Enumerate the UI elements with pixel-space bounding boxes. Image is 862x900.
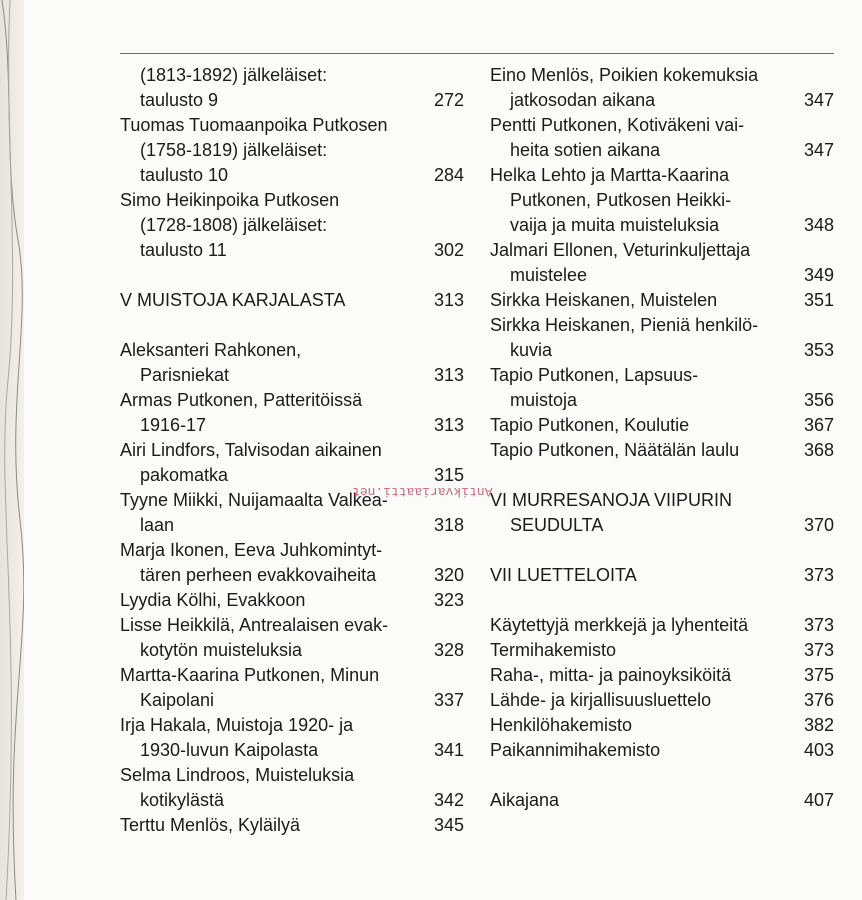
- toc-entry-title: pakomatka: [140, 465, 229, 485]
- toc-entry-line: [120, 713, 464, 738]
- toc-page-number: 373: [803, 565, 834, 585]
- map-scan-edge: [0, 0, 24, 900]
- toc-entry-title: 1916-17: [140, 415, 207, 435]
- toc-entry-line: [490, 313, 834, 338]
- toc-group: [490, 563, 834, 588]
- toc-entry-line: [120, 188, 464, 213]
- toc-entry: [490, 713, 834, 738]
- toc-group: [490, 488, 834, 538]
- toc-entry-title: (1758-1819) jälkeläiset:: [140, 140, 328, 160]
- toc-entry-title: Simo Heikinpoika Putkosen: [120, 190, 340, 210]
- toc-entry-line: [490, 163, 834, 188]
- toc-entry-title: kuvia: [510, 340, 553, 360]
- toc-entry-title: jatkosodan aikana: [510, 90, 656, 110]
- toc-entry-line: [490, 638, 834, 663]
- toc-entry-title: Aleksanteri Rahkonen,: [120, 340, 302, 360]
- toc-entry-title: Terttu Menlös, Kyläilyä: [120, 815, 301, 835]
- toc-entry-line: [120, 613, 464, 638]
- toc-entry-line: [490, 488, 834, 513]
- toc-entry-line: [490, 788, 834, 813]
- toc-page-number: 323: [433, 590, 464, 610]
- toc-entry-title: muistoja: [510, 390, 578, 410]
- toc-entry-title: Tapio Putkonen, Lapsuus-: [490, 365, 699, 385]
- toc-entry-line: [490, 338, 834, 363]
- toc-page-number: 407: [803, 790, 834, 810]
- toc-entry: [490, 113, 834, 163]
- toc-entry-line: [120, 538, 464, 563]
- toc-group: [120, 338, 464, 838]
- toc-page-number: 341: [433, 740, 464, 760]
- toc-entry: [490, 738, 834, 763]
- toc-page-number: 349: [803, 265, 834, 285]
- toc-entry: [120, 288, 464, 313]
- toc-column-left: [120, 63, 464, 863]
- toc-entry: [120, 63, 464, 113]
- toc-entry-title: Sirkka Heiskanen, Muistelen: [490, 290, 718, 310]
- toc-entry-line: [490, 88, 834, 113]
- toc-entry: [490, 163, 834, 238]
- toc-entry: [120, 388, 464, 438]
- toc-entry-line: [120, 388, 464, 413]
- toc-entry-title: kotikylästä: [140, 790, 225, 810]
- toc-page-number: 313: [433, 415, 464, 435]
- toc-entry-title: Lähde- ja kirjallisuusluettelo: [490, 690, 712, 710]
- toc-page-number: 376: [803, 690, 834, 710]
- toc-entry-title: Selma Lindroos, Muisteluksia: [120, 765, 355, 785]
- toc-entry: [120, 763, 464, 813]
- toc-page-number: 337: [433, 690, 464, 710]
- toc-entry: [120, 338, 464, 388]
- toc-entry-line: [490, 213, 834, 238]
- toc-entry: [490, 313, 834, 363]
- toc-entry-line: [120, 563, 464, 588]
- toc-entry: [490, 488, 834, 538]
- toc-entry: [490, 663, 834, 688]
- toc-page-number: 382: [803, 715, 834, 735]
- toc-page-number: 351: [803, 290, 834, 310]
- toc-page-number: 356: [803, 390, 834, 410]
- toc-entry-title: Parisniekat: [140, 365, 230, 385]
- toc-entry: [490, 413, 834, 438]
- toc-entry-title: Tyyne Miikki, Nuijamaalta Valkea-: [120, 490, 388, 510]
- toc-entry-title: Henkilöhakemisto: [490, 715, 633, 735]
- toc-page-number: 348: [803, 215, 834, 235]
- toc-entry-line: [490, 63, 834, 88]
- toc-entry-title: taulusto 10: [140, 165, 229, 185]
- toc-entry-line: [120, 238, 464, 263]
- toc-entry-line: [120, 513, 464, 538]
- toc-page-number: 373: [803, 615, 834, 635]
- toc-entry-title: Lyydia Kölhi, Evakkoon: [120, 590, 306, 610]
- toc-entry-title: Eino Menlös, Poikien kokemuksia: [490, 65, 759, 85]
- toc-entry-line: [120, 413, 464, 438]
- toc-page-number: 367: [803, 415, 834, 435]
- toc-entry-line: [120, 88, 464, 113]
- toc-entry-line: [120, 113, 464, 138]
- toc-entry: [490, 613, 834, 638]
- toc-entry-title: Lisse Heikkilä, Antrealaisen evak-: [120, 615, 389, 635]
- toc-page-number: 353: [803, 340, 834, 360]
- toc-entry-line: [120, 338, 464, 363]
- toc-entry-line: [490, 363, 834, 388]
- toc-entry-line: [490, 613, 834, 638]
- toc-entry-title: Helka Lehto ja Martta-Kaarina: [490, 165, 730, 185]
- toc-entry-title: Kaipolani: [140, 690, 215, 710]
- toc-entry-line: [490, 413, 834, 438]
- toc-entry: [120, 188, 464, 263]
- toc-entry-line: [120, 588, 464, 613]
- toc-entry-title: tären perheen evakkovaiheita: [140, 565, 377, 585]
- toc-entry-line: [490, 113, 834, 138]
- toc-entry-line: [120, 763, 464, 788]
- toc-entry: [120, 438, 464, 488]
- toc-entry-line: [490, 263, 834, 288]
- top-rule: [120, 53, 834, 54]
- toc-entry-line: [120, 813, 464, 838]
- toc-group: [120, 63, 464, 263]
- watermark: Antikvariaatti.net: [352, 484, 493, 499]
- toc-entry-title: Termihakemisto: [490, 640, 617, 660]
- toc-entry-title: heita sotien aikana: [510, 140, 661, 160]
- toc-entry-title: muistelee: [510, 265, 588, 285]
- toc-entry-line: [490, 563, 834, 588]
- toc-entry-line: [120, 688, 464, 713]
- toc-entry: [120, 588, 464, 613]
- toc-column-right: [490, 63, 834, 838]
- toc-entry-line: [120, 163, 464, 188]
- toc-entry: [490, 438, 834, 463]
- toc-entry-title: VI MURRESANOJA VIIPURIN: [490, 490, 733, 510]
- map-lines-decoration: [0, 0, 24, 900]
- toc-entry-title: Irja Hakala, Muistoja 1920- ja: [120, 715, 354, 735]
- toc-entry: [120, 813, 464, 838]
- toc-page-number: 313: [433, 365, 464, 385]
- toc-entry: [120, 538, 464, 588]
- toc-entry-line: [120, 663, 464, 688]
- toc-entry-line: [490, 188, 834, 213]
- toc-entry-title: Pentti Putkonen, Kotiväkeni vai-: [490, 115, 745, 135]
- toc-page-number: 315: [433, 465, 464, 485]
- toc-entry-title: (1728-1808) jälkeläiset:: [140, 215, 328, 235]
- toc-entry-line: [490, 238, 834, 263]
- toc-page-number: 342: [433, 790, 464, 810]
- toc-entry: [120, 713, 464, 763]
- toc-entry-line: [490, 288, 834, 313]
- toc-page-number: 328: [433, 640, 464, 660]
- toc-entry-title: Airi Lindfors, Talvisodan aikainen: [120, 440, 382, 460]
- toc-entry-title: Putkonen, Putkosen Heikki-: [510, 190, 732, 210]
- toc-entry: [490, 788, 834, 813]
- toc-entry-title: taulusto 11: [140, 240, 227, 260]
- toc-page-number: 272: [433, 90, 464, 110]
- toc-page-number: 347: [803, 140, 834, 160]
- toc-entry-title: V MUISTOJA KARJALASTA: [120, 290, 346, 310]
- toc-page-number: 313: [433, 290, 464, 310]
- toc-entry-title: Marja Ikonen, Eeva Juhkomintyt-: [120, 540, 383, 560]
- toc-page-number: 347: [803, 90, 834, 110]
- toc-entry-line: [120, 138, 464, 163]
- toc-entry-title: Tuomas Tuomaanpoika Putkosen: [120, 115, 388, 135]
- toc-page-number: 345: [433, 815, 464, 835]
- toc-page-number: 302: [433, 240, 464, 260]
- toc-entry-title: 1930-luvun Kaipolasta: [140, 740, 319, 760]
- toc-entry-title: Sirkka Heiskanen, Pieniä henkilö-: [490, 315, 759, 335]
- toc-entry: [490, 638, 834, 663]
- toc-group: [490, 788, 834, 813]
- toc-entry: [490, 363, 834, 413]
- toc-entry-line: [490, 438, 834, 463]
- toc-entry-title: Tapio Putkonen, Näätälän laulu: [490, 440, 740, 460]
- toc-entry-line: [120, 788, 464, 813]
- toc-entry: [490, 238, 834, 288]
- toc-entry-title: vaija ja muita muisteluksia: [510, 215, 720, 235]
- toc-entry-title: laan: [140, 515, 175, 535]
- toc-entry-title: Armas Putkonen, Patteritöissä: [120, 390, 363, 410]
- toc-entry-line: [120, 213, 464, 238]
- toc-entry-line: [120, 438, 464, 463]
- toc-group: [490, 613, 834, 763]
- toc-entry-title: VII LUETTELOITA: [490, 565, 637, 585]
- toc-entry-title: Jalmari Ellonen, Veturinkuljettaja: [490, 240, 751, 260]
- toc-entry: [120, 613, 464, 663]
- toc-page-number: 370: [803, 515, 834, 535]
- toc-entry-line: [490, 513, 834, 538]
- toc-entry: [490, 288, 834, 313]
- toc-entry-title: Paikannimihakemisto: [490, 740, 661, 760]
- toc-entry-title: Martta-Kaarina Putkonen, Minun: [120, 665, 380, 685]
- toc-entry-line: [120, 288, 464, 313]
- toc-entry-line: [490, 138, 834, 163]
- toc-entry-line: [490, 713, 834, 738]
- toc-entry: [490, 563, 834, 588]
- toc-page-number: 375: [803, 665, 834, 685]
- toc-page-number: 318: [433, 515, 464, 535]
- toc-entry: [490, 688, 834, 713]
- toc-entry-line: [120, 738, 464, 763]
- toc-entry-line: [490, 688, 834, 713]
- toc-entry-title: Raha-, mitta- ja painoyksiköitä: [490, 665, 732, 685]
- toc-entry-line: [120, 363, 464, 388]
- toc-entry-title: taulusto 9: [140, 90, 219, 110]
- toc-group: [120, 288, 464, 313]
- toc-page-number: 373: [803, 640, 834, 660]
- toc-entry-line: [490, 388, 834, 413]
- toc-entry-line: [120, 638, 464, 663]
- toc-entry-line: [490, 663, 834, 688]
- toc-page-number: 368: [803, 440, 834, 460]
- toc-entry-title: Käytettyjä merkkejä ja lyhenteitä: [490, 615, 749, 635]
- toc-page-number: 320: [433, 565, 464, 585]
- toc-entry-title: Tapio Putkonen, Koulutie: [490, 415, 690, 435]
- toc-entry-title: Aikajana: [490, 790, 560, 810]
- toc-entry: [120, 663, 464, 713]
- toc-group: [490, 63, 834, 463]
- toc-entry: [490, 63, 834, 113]
- toc-entry: [120, 113, 464, 188]
- toc-page-number: 403: [803, 740, 834, 760]
- toc-entry-line: [120, 63, 464, 88]
- toc-entry-title: SEUDULTA: [510, 515, 604, 535]
- toc-entry-line: [490, 738, 834, 763]
- toc-page-number: 284: [433, 165, 464, 185]
- toc-entry-title: kotytön muisteluksia: [140, 640, 303, 660]
- toc-entry-title: (1813-1892) jälkeläiset:: [140, 65, 328, 85]
